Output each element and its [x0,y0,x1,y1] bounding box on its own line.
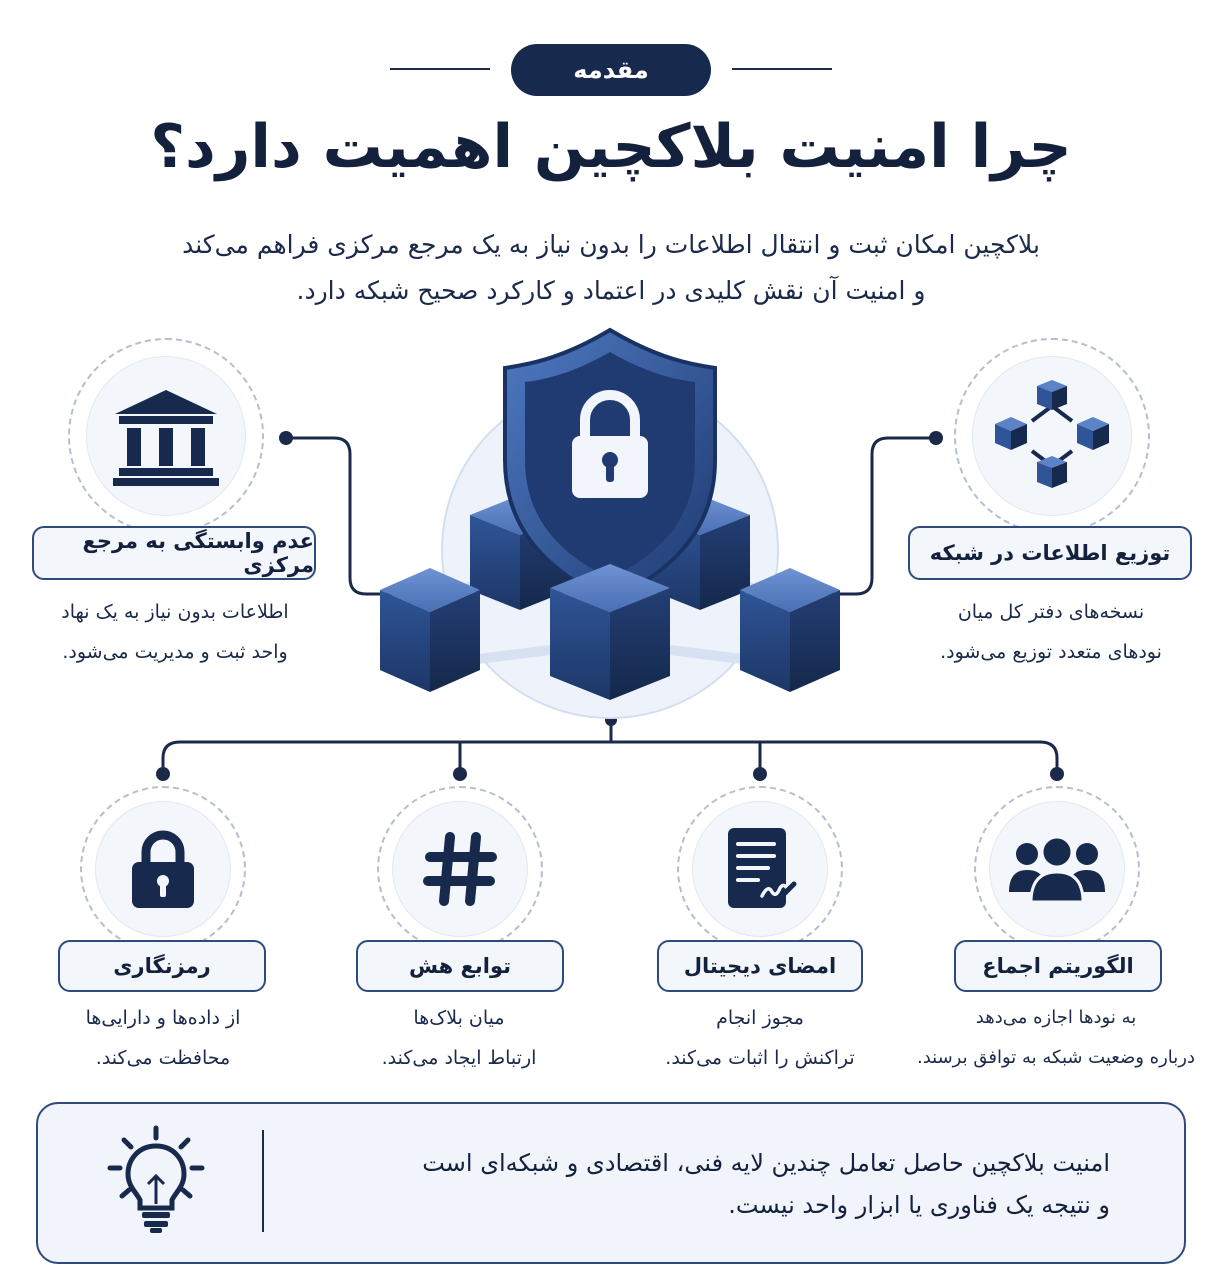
feature-central-authority-desc [20,592,330,672]
summary-text [290,1142,1110,1226]
lock-icon [128,828,198,910]
summary-line-2: و نتیجه یک فناوری یا ابزار واحد نیست. [728,1191,1110,1219]
feature-hash-circle [377,786,543,952]
desc-line-1: از داده‌ها و دارایی‌ها [85,1007,241,1029]
feature-signature-desc [637,998,883,1078]
cube-front-right [740,568,840,692]
signed-document-icon [722,826,798,912]
feature-cryptography-label: رمزنگاری [58,940,266,992]
network-cubes-icon [987,376,1117,496]
desc-line-2: نودهای متعدد توزیع می‌شود. [940,641,1162,663]
feature-consensus-desc [900,998,1212,1078]
feature-distribution-label: توزیع اطلاعات در شبکه [908,526,1192,580]
feature-hash-desc [336,998,582,1078]
page-title: چرا امنیت بلاکچین اهمیت دارد؟ [150,112,1072,182]
subtitle-line-2: و امنیت آن نقش کلیدی در اعتماد و کارکرد صحیح شبکه دارد. [296,276,926,305]
desc-line-1: اطلاعات بدون نیاز به یک نهاد [61,601,289,623]
desc-line-1: مجوز انجام [716,1007,804,1029]
desc-line-2: تراکنش را اثبات می‌کند. [665,1047,855,1069]
cube-front-left [380,568,480,692]
feature-consensus-circle [974,786,1140,952]
feature-signature-label: امضای دیجیتال [657,940,863,992]
desc-line-2: ارتباط ایجاد می‌کند. [381,1047,537,1069]
feature-central-authority-circle [68,338,264,534]
lightbulb-icon [104,1124,208,1234]
desc-line-1: نسخه‌های دفتر کل میان [957,601,1145,623]
feature-distribution-circle [954,338,1150,534]
summary-separator [262,1130,264,1232]
feature-central-authority-label: عدم وابستگی به مرجع مرکزی [32,526,316,580]
desc-line-1: میان بلاک‌ها [413,1007,505,1029]
desc-line-2: درباره وضعیت شبکه به توافق برسند. [916,1047,1195,1068]
summary-line-1: امنیت بلاکچین حاصل تعامل چندین لایه فنی، اقتصادی و شبکه‌ای است [422,1149,1110,1177]
hash-icon [422,831,498,907]
users-group-icon [1007,834,1107,904]
feature-signature-circle [677,786,843,952]
section-badge: مقدمه [511,44,711,96]
feature-cryptography-circle [80,786,246,952]
bank-icon [111,386,221,486]
feature-consensus-label: الگوریتم اجماع [954,940,1162,992]
desc-line-1: به نودها اجازه می‌دهد [975,1007,1137,1028]
blockchain-shield-illustration [360,320,860,740]
cube-front-center [550,564,670,700]
subtitle-line-1: بلاکچین امکان ثبت و انتقال اطلاعات را بدون نیاز به یک مرجع مرکزی فراهم می‌کند [182,230,1040,259]
feature-distribution-desc [896,592,1206,672]
feature-hash-label: توابع هش [356,940,564,992]
feature-cryptography-desc [40,998,286,1078]
desc-line-2: محافظت می‌کند. [95,1047,231,1069]
desc-line-2: واحد ثبت و مدیریت می‌شود. [62,641,288,663]
